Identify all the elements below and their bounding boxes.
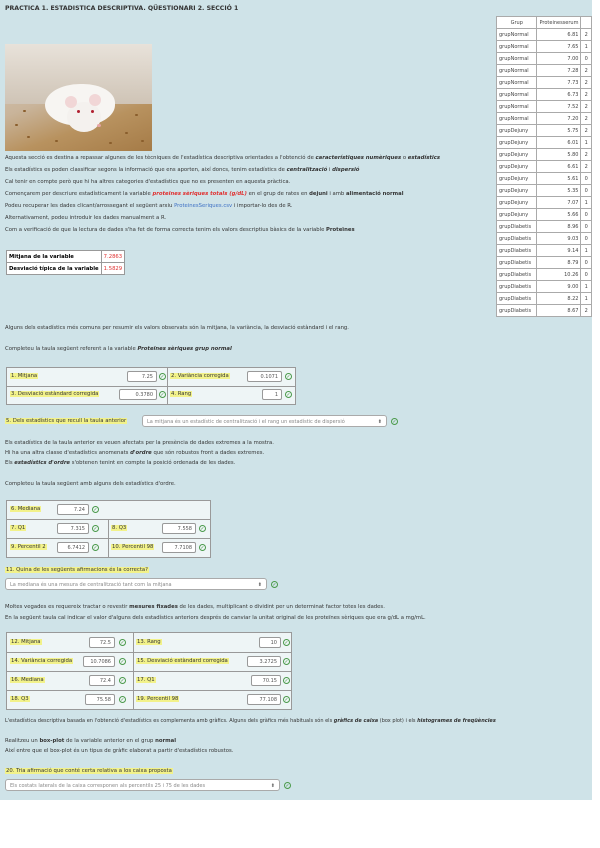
data-table-cell: 2 bbox=[581, 29, 592, 41]
check-icon: ✓ bbox=[120, 678, 125, 684]
data-table-cell: 7.52 bbox=[537, 101, 581, 113]
dropdown-arrow-icon: ⬍ bbox=[270, 783, 275, 789]
check-icon: ✓ bbox=[120, 640, 125, 646]
para2-l2: Hi ha una altra classe d'estadístics anomenats d'ordre que són robustos front a dades extremes. bbox=[5, 450, 265, 456]
data-table-cell: grupNormal bbox=[497, 101, 537, 113]
q12-q1-input[interactable]: 70.15 bbox=[251, 675, 281, 686]
data-table-header: Proteinesserum bbox=[537, 17, 581, 29]
data-table-cell: 7.65 bbox=[537, 41, 581, 53]
data-table-cell: 2 bbox=[581, 161, 592, 173]
data-table-cell: 2 bbox=[581, 125, 592, 137]
data-table-cell: 8.67 bbox=[537, 305, 581, 317]
data-table-cell: 6.81 bbox=[537, 29, 581, 41]
data-table-row bbox=[497, 77, 592, 89]
data-table-cell: 5.75 bbox=[537, 125, 581, 137]
data-table-cell: 7.00 bbox=[537, 53, 581, 65]
check-icon: ✓ bbox=[160, 392, 165, 398]
data-table-cell: 1 bbox=[581, 293, 592, 305]
check-icon: ✓ bbox=[284, 659, 289, 665]
q12-var-input[interactable]: 10.7086 bbox=[83, 656, 115, 667]
check-icon: ✓ bbox=[286, 392, 291, 398]
data-table-cell: 7.28 bbox=[537, 65, 581, 77]
q12-sd-label: 15. Desviació estàndard corregida bbox=[137, 658, 228, 664]
data-table-cell: grupNormal bbox=[497, 65, 537, 77]
check-icon: ✓ bbox=[200, 545, 205, 551]
para2-l4: Completeu la taula següent amb alguns dels estadístics d'ordre. bbox=[5, 481, 176, 487]
q12-mean-input[interactable]: 72.5 bbox=[89, 637, 115, 648]
q12-median-input[interactable]: 72.4 bbox=[89, 675, 115, 686]
check-icon: ✓ bbox=[284, 678, 289, 684]
q1-sd-label: 3. Desviació estàndard corregida bbox=[11, 391, 99, 397]
data-table-row bbox=[497, 233, 592, 245]
q6-p2-label: 9. Percentil 2 bbox=[11, 544, 46, 550]
q12-range-label: 13. Rang bbox=[137, 639, 161, 645]
stat-mean-label: Mitjana de la variable bbox=[7, 251, 102, 263]
data-table-row bbox=[497, 245, 592, 257]
q6-q3-input[interactable]: 7.558 bbox=[162, 523, 196, 534]
q12-mean-label: 12. Mitjana bbox=[11, 639, 41, 645]
data-table-cell: 8.22 bbox=[537, 293, 581, 305]
q12-sd-input[interactable]: 3.2725 bbox=[247, 656, 281, 667]
data-table-row bbox=[497, 101, 592, 113]
data-table-cell: 0 bbox=[581, 257, 592, 269]
q20-select[interactable]: Els costats laterals de la caixa corresponen als percentils 25 i 75 de les dades ⬍ bbox=[5, 779, 280, 791]
para3-l1: Moltes vegades es requereix tractar o revestir mesures fixades de les dades, multiplicant o dividint per un determinat factor totes les dades. bbox=[5, 604, 385, 610]
data-table-header: Grup bbox=[497, 17, 537, 29]
q12-p98-input[interactable]: 77.108 bbox=[247, 694, 281, 705]
data-table-cell: 2 bbox=[581, 101, 592, 113]
check-icon: ✓ bbox=[120, 659, 125, 665]
data-table-cell: 7.07 bbox=[537, 197, 581, 209]
q6-p98-label: 10. Percentil 98 bbox=[112, 544, 154, 550]
check-icon: ✓ bbox=[284, 697, 289, 703]
stat-mean-value: 7.2863 bbox=[101, 251, 125, 263]
check-icon: ✓ bbox=[286, 374, 291, 380]
data-table-row bbox=[497, 53, 592, 65]
data-table-row bbox=[497, 209, 592, 221]
data-table-cell: 9.14 bbox=[537, 245, 581, 257]
data-table-cell: 5.66 bbox=[537, 209, 581, 221]
para4-l1: L'estadística descriptiva basada en l'obtenció d'estadístics es complementa amb gràfics. Alguns dels gràfics més habituals són els gràfics de caixa (box plot) i els histogrames de freqüències bbox=[5, 718, 496, 724]
data-table-row bbox=[497, 281, 592, 293]
data-table-cell: grupNormal bbox=[497, 113, 537, 125]
data-table-row bbox=[497, 137, 592, 149]
stat-sd-value: 1.5829 bbox=[101, 263, 125, 275]
q12-table bbox=[6, 632, 292, 710]
q1-sd-input[interactable]: 0.3780 bbox=[119, 389, 157, 400]
data-table-cell: 2 bbox=[581, 149, 592, 161]
data-table-cell: 6.73 bbox=[537, 89, 581, 101]
intro-p7: Com a verificació de que la lectura de dades s'ha fet de forma correcta tenim els valors descriptius bàsics de la variable Proteïnes bbox=[5, 227, 355, 233]
data-table-cell: 8.79 bbox=[537, 257, 581, 269]
data-table-cell: grupDejuny bbox=[497, 125, 537, 137]
check-icon: ✓ bbox=[285, 783, 290, 789]
q1-table bbox=[6, 367, 296, 405]
data-table-row bbox=[497, 29, 592, 41]
data-table-cell: 0 bbox=[581, 53, 592, 65]
para2-l3: Els estadístics d'ordre s'obtenen tenint en compte la posició ordenada de les dades. bbox=[5, 460, 236, 466]
para4-l3: Així entre que el box-plot és un tipus de gràfic elaborat a partir d'estadístics robustos. bbox=[5, 748, 234, 754]
data-table-row bbox=[497, 269, 592, 281]
data-table-cell: 7.20 bbox=[537, 113, 581, 125]
data-table-cell: grupDiabetis bbox=[497, 221, 537, 233]
data-table-cell: grupDiabetis bbox=[497, 293, 537, 305]
data-table-cell: 6.61 bbox=[537, 161, 581, 173]
data-table-cell: 2 bbox=[581, 65, 592, 77]
data-table-cell: 5.61 bbox=[537, 173, 581, 185]
intro-p3: Cal tenir en compte però que hi ha altres categories d'estadístics que no es presenten en aquesta pràctica. bbox=[5, 179, 291, 185]
intro-p2: Els estadístics es poden classificar segons la informació que ens aporten, així doncs, tenim estadístics de centralització i dispersió bbox=[5, 167, 360, 173]
q12-var-label: 14. Variància corregida bbox=[11, 658, 73, 664]
q6-median-input[interactable]: 7.24 bbox=[57, 504, 89, 515]
data-table-cell: grupNormal bbox=[497, 89, 537, 101]
data-table bbox=[496, 16, 592, 317]
data-table-row bbox=[497, 185, 592, 197]
data-table-cell: grupDejuny bbox=[497, 197, 537, 209]
q6-q1-input[interactable]: 7.315 bbox=[57, 523, 89, 534]
q1-range-label: 4. Rang bbox=[171, 391, 192, 397]
data-table-cell: grupNormal bbox=[497, 41, 537, 53]
q1-mean-label: 1. Mitjana bbox=[11, 373, 38, 379]
q12-median-label: 16. Mediana bbox=[11, 677, 44, 683]
data-table-cell: 2 bbox=[581, 89, 592, 101]
check-icon: ✓ bbox=[392, 419, 397, 425]
q1-range-input[interactable]: 1 bbox=[262, 389, 282, 400]
data-table-cell: grupNormal bbox=[497, 29, 537, 41]
data-table-row bbox=[497, 305, 592, 317]
q11-label: 11. Quina de les següents afirmacions és la correcta? bbox=[6, 567, 148, 573]
check-icon: ✓ bbox=[93, 545, 98, 551]
q12-q3-label: 18. Q3 bbox=[11, 696, 29, 702]
data-table-cell: grupDiabetis bbox=[497, 269, 537, 281]
q12-p98-label: 19. Percentil 98 bbox=[137, 696, 179, 702]
data-table-cell: 1 bbox=[581, 137, 592, 149]
q1-var-input[interactable]: 0.1071 bbox=[247, 371, 282, 382]
data-table-row bbox=[497, 173, 592, 185]
check-icon: ✓ bbox=[160, 374, 165, 380]
data-table-cell: 1 bbox=[581, 281, 592, 293]
q20-label: 20. Tria afirmació que conté certa relativa a los caixa proposta bbox=[6, 768, 172, 774]
q6-table bbox=[6, 500, 211, 558]
data-table-cell: 0 bbox=[581, 173, 592, 185]
check-icon: ✓ bbox=[200, 526, 205, 532]
q1-lead: Alguns dels estadístics més comuns per resumir els valors observats són la mitjana, la variància, la desviació estàndard i el rang. bbox=[5, 325, 349, 331]
q6-q3-label: 8. Q3 bbox=[112, 525, 127, 531]
data-table-cell: 2 bbox=[581, 113, 592, 125]
data-table-cell: 0 bbox=[581, 185, 592, 197]
data-table-cell: grupDiabetis bbox=[497, 245, 537, 257]
q6-p98-input[interactable]: 7.7108 bbox=[162, 542, 196, 553]
data-table-cell: grupDejuny bbox=[497, 173, 537, 185]
data-table-cell: grupDejuny bbox=[497, 137, 537, 149]
data-table-cell: 8.96 bbox=[537, 221, 581, 233]
intro-p6: Alternativament, podeu introduir les dades manualment a R. bbox=[5, 215, 167, 221]
check-icon: ✓ bbox=[93, 526, 98, 532]
data-table-cell: grupNormal bbox=[497, 53, 537, 65]
q11-select[interactable]: La mediana és una mesura de centralització tant com la mitjana ⬍ bbox=[5, 578, 267, 590]
data-table-cell: 5.35 bbox=[537, 185, 581, 197]
intro-p4: Començarem per descriure estadísticament la variable proteïnes sèriques totals (g/dL) en el grup de rates en dejuni i amb alimentació normal bbox=[5, 191, 404, 197]
data-table-cell: 0 bbox=[581, 209, 592, 221]
data-table-row bbox=[497, 161, 592, 173]
data-table-cell: 2 bbox=[581, 77, 592, 89]
data-table-cell: 1 bbox=[581, 41, 592, 53]
data-table-row bbox=[497, 149, 592, 161]
data-table-cell: grupDejuny bbox=[497, 161, 537, 173]
data-table-cell: grupDiabetis bbox=[497, 305, 537, 317]
data-table-row bbox=[497, 125, 592, 137]
q12-range-input[interactable]: 10 bbox=[259, 637, 281, 648]
q6-q1-label: 7. Q1 bbox=[11, 525, 26, 531]
data-table-cell: 0 bbox=[581, 269, 592, 281]
data-table-cell: 1 bbox=[581, 245, 592, 257]
data-table-cell: 5.80 bbox=[537, 149, 581, 161]
data-table-cell: grupDiabetis bbox=[497, 233, 537, 245]
data-table-cell: 9.00 bbox=[537, 281, 581, 293]
data-table-cell: 0 bbox=[581, 221, 592, 233]
data-table-row bbox=[497, 257, 592, 269]
dropdown-arrow-icon: ⬍ bbox=[257, 582, 262, 588]
check-icon: ✓ bbox=[272, 582, 277, 588]
data-table-row bbox=[497, 65, 592, 77]
para2-l1: Els estadístics de la taula anterior es veuen afectats per la presència de dades extremes a la mostra. bbox=[5, 440, 274, 446]
data-table-cell: 10.26 bbox=[537, 269, 581, 281]
q12-q1-label: 17. Q1 bbox=[137, 677, 155, 683]
data-table-cell: grupDiabetis bbox=[497, 257, 537, 269]
data-table-row bbox=[497, 113, 592, 125]
intro-p1: Aquesta secció es destina a repassar algunes de les tècniques de l'estadística descriptiva orientades a l'obtenció de característiques numèriques o estadístics bbox=[5, 155, 441, 161]
para3-l2: En la següent taula cal indicar el valor d'alguns dels estadístics anteriors després de canviar la unitat original de les proteïnes sèriques que era g/dL a mg/mL. bbox=[5, 615, 426, 621]
data-table-row bbox=[497, 41, 592, 53]
data-table-row bbox=[497, 221, 592, 233]
data-table-cell: 6.01 bbox=[537, 137, 581, 149]
stat-box bbox=[6, 250, 125, 275]
q6-median-label: 6. Mediana bbox=[11, 506, 41, 512]
data-table-row bbox=[497, 293, 592, 305]
data-table-cell: grupDejuny bbox=[497, 149, 537, 161]
data-table-cell: 7.73 bbox=[537, 77, 581, 89]
data-table-cell: 2 bbox=[581, 305, 592, 317]
q5-select[interactable]: La mitjana és un estadístic de centralització i el rang un estadístic de dispersió ⬍ bbox=[142, 415, 387, 427]
lab-rat-photo bbox=[5, 44, 152, 151]
csv-file-link[interactable]: ProteinesSeriques.csv bbox=[174, 203, 233, 209]
data-table-header bbox=[581, 17, 592, 29]
check-icon: ✓ bbox=[120, 697, 125, 703]
check-icon: ✓ bbox=[93, 507, 98, 513]
stat-sd-label: Desviació típica de la variable bbox=[7, 263, 102, 275]
dropdown-arrow-icon: ⬍ bbox=[377, 419, 382, 425]
data-table-cell: 0 bbox=[581, 233, 592, 245]
q5-label: 5. Dels estadístics que recull la taula anterior bbox=[6, 418, 127, 424]
data-table-cell: grupNormal bbox=[497, 77, 537, 89]
q1-instruction: Completeu la taula següent referent a la variable Proteïnes sèriques grup normal bbox=[5, 346, 232, 352]
q12-q3-input[interactable]: 75.58 bbox=[85, 694, 115, 705]
data-table-row bbox=[497, 197, 592, 209]
data-table-cell: grupDejuny bbox=[497, 209, 537, 221]
check-icon: ✓ bbox=[284, 640, 289, 646]
data-table-cell: grupDiabetis bbox=[497, 281, 537, 293]
intro-p5: Podeu recuperar les dades clicant/arrossegant el següent arxiu ProteinesSeriques.csv i importar-lo des de R. bbox=[5, 203, 293, 209]
q1-var-label: 2. Variància corregida bbox=[171, 373, 229, 379]
q6-p2-input[interactable]: 6.7412 bbox=[57, 542, 89, 553]
para4-l2: Realitzeu un box-plot de la variable anterior en el grup normal bbox=[5, 738, 177, 744]
q1-mean-input[interactable]: 7.25 bbox=[127, 371, 157, 382]
page-title: PRACTICA 1. ESTADISTICA DESCRIPTIVA. QÜESTIONARI 2. SECCIÓ 1 bbox=[5, 5, 239, 12]
data-table-cell: 9.03 bbox=[537, 233, 581, 245]
data-table-cell: 1 bbox=[581, 197, 592, 209]
data-table-row bbox=[497, 89, 592, 101]
data-table-cell: grupDejuny bbox=[497, 185, 537, 197]
